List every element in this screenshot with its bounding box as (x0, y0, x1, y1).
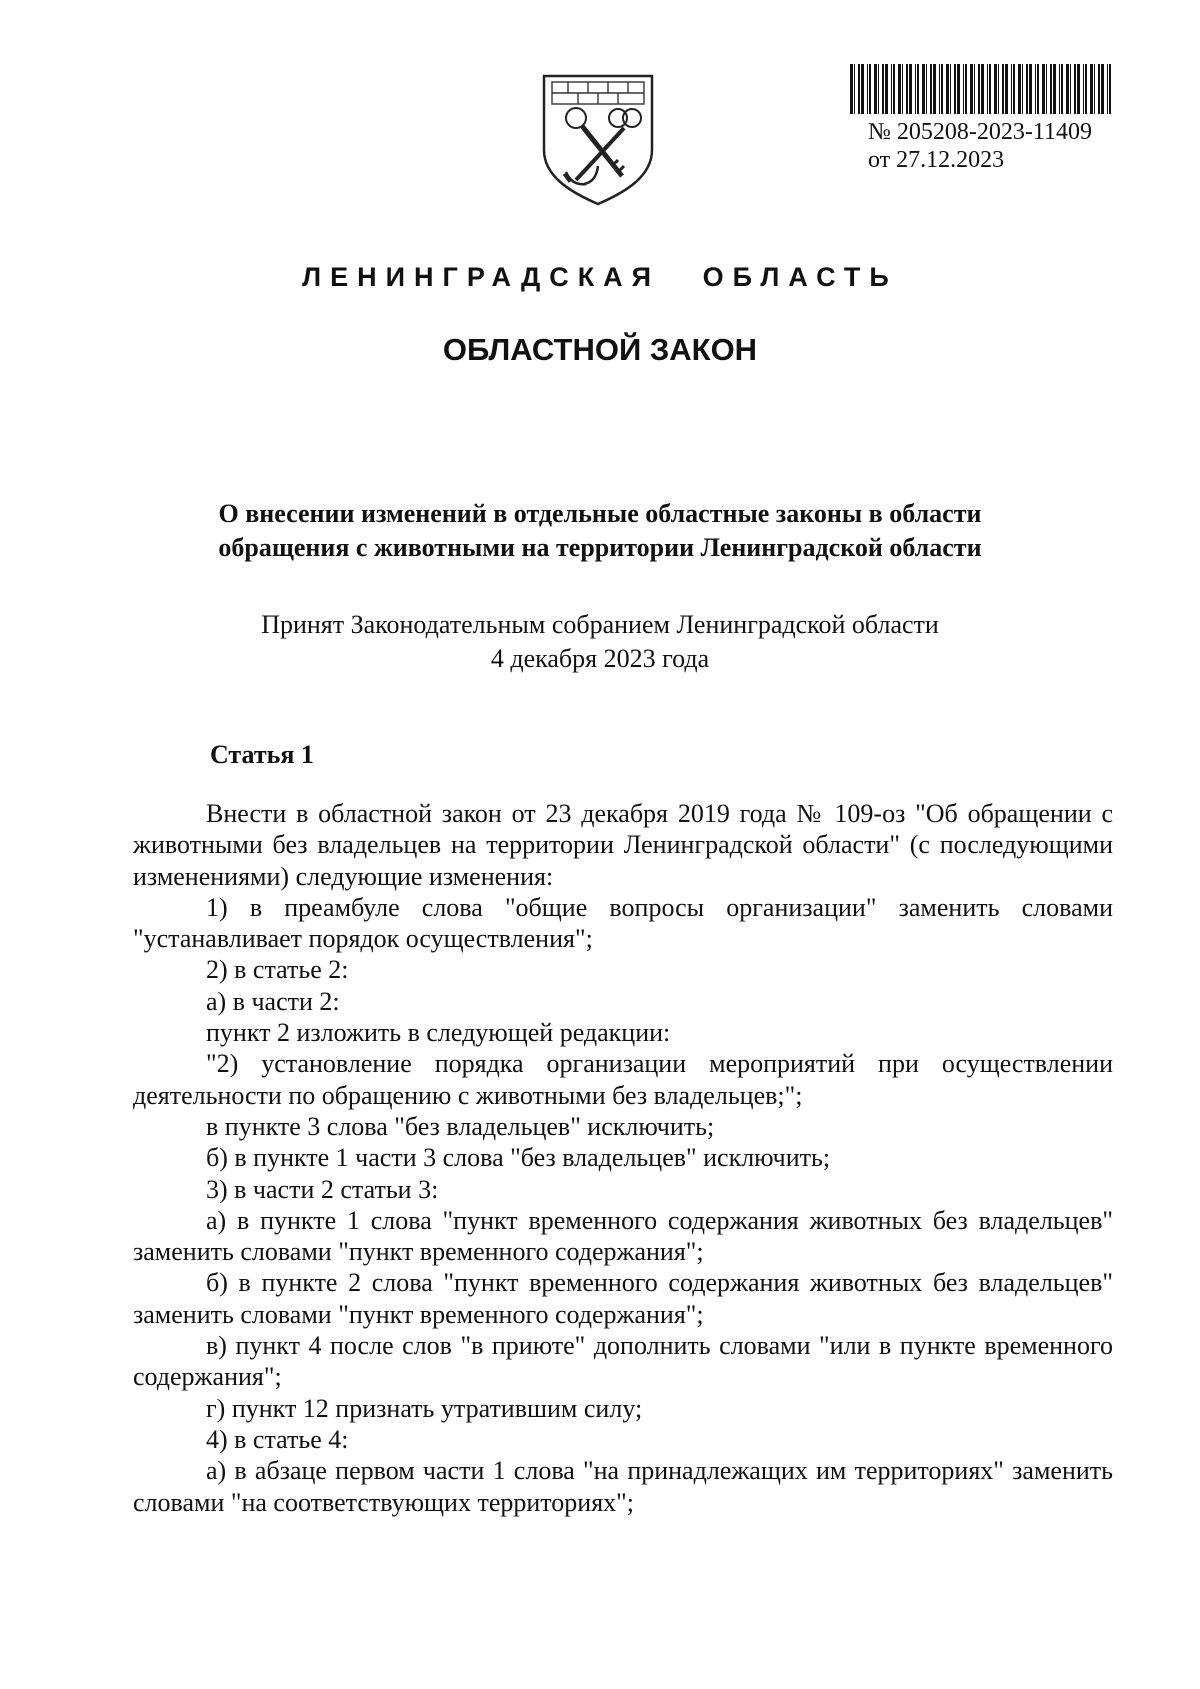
law-title (140, 497, 1060, 565)
registration-stamp (868, 118, 1092, 174)
article-heading: Статья 1 (210, 740, 314, 769)
paragraph: а) в абзаце первом части 1 слова "на принадлежащих им территориях" заменить словами "на соответствующих территориях"; (133, 1456, 1113, 1517)
adoption-body: Принят Законодательным собранием Ленинградской области (261, 610, 939, 639)
paragraph: б) в пункте 1 части 3 слова "без владельцев" исключить; (206, 1143, 831, 1173)
paragraph: 3) в части 2 статьи 3: (206, 1174, 439, 1204)
law-title-line: обращения с животными на территории Ленинградской области (218, 533, 982, 562)
region-title: ЛЕНИНГРАДСКАЯ ОБЛАСТЬ (302, 262, 898, 292)
paragraph: в пункте 3 слова "без владельцев" исключить; (206, 1111, 715, 1141)
coat-of-arms-icon (538, 72, 658, 208)
paragraph: 1) в преамбуле слова "общие вопросы организации" заменить словами "устанавливает порядок осуществления"; (133, 892, 1113, 954)
paragraph: 4) в статье 4: (206, 1424, 349, 1454)
paragraph: б) в пункте 2 слова "пункт временного содержания животных без владельцев" заменить словами "пункт временного содержания"; (133, 1268, 1113, 1329)
paragraph: 2) в статье 2: (206, 955, 349, 985)
paragraph: г) пункт 12 признать утратившим силу; (206, 1393, 643, 1423)
paragraph: "2) установление порядка организации мероприятий при осуществлении деятельности по обращению с животными без владельцев;"; (133, 1049, 1113, 1110)
registration-date: от 27.12.2023 (868, 147, 1005, 173)
paragraph: в) пункт 4 после слов "в приюте" дополнить словами "или в пункте временного содержания"; (133, 1331, 1113, 1392)
paragraph: а) в части 2: (206, 986, 340, 1016)
barcode-icon (848, 64, 1118, 114)
article-body (133, 798, 1113, 1518)
adoption-date: 4 декабря 2023 года (490, 644, 710, 673)
registration-number: № 205208-2023-11409 (868, 119, 1092, 145)
paragraph: а) в пункте 1 слова "пункт временного содержания животных без владельцев" заменить словами "пункт временного содержания"; (133, 1205, 1113, 1267)
adoption-note (140, 608, 1060, 676)
law-type-heading: ОБЛАСТНОЙ ЗАКОН (442, 332, 758, 367)
law-title-line: О внесении изменений в отдельные областные законы в области (218, 499, 982, 528)
paragraph: пункт 2 изложить в следующей редакции: (206, 1018, 671, 1048)
paragraph: Внести в областной закон от 23 декабря 2019 года № 109-оз "Об обращении с животными без владельцев на территории Ленинградской области" (с последующими изменениями) следующие изменения: (133, 799, 1113, 891)
